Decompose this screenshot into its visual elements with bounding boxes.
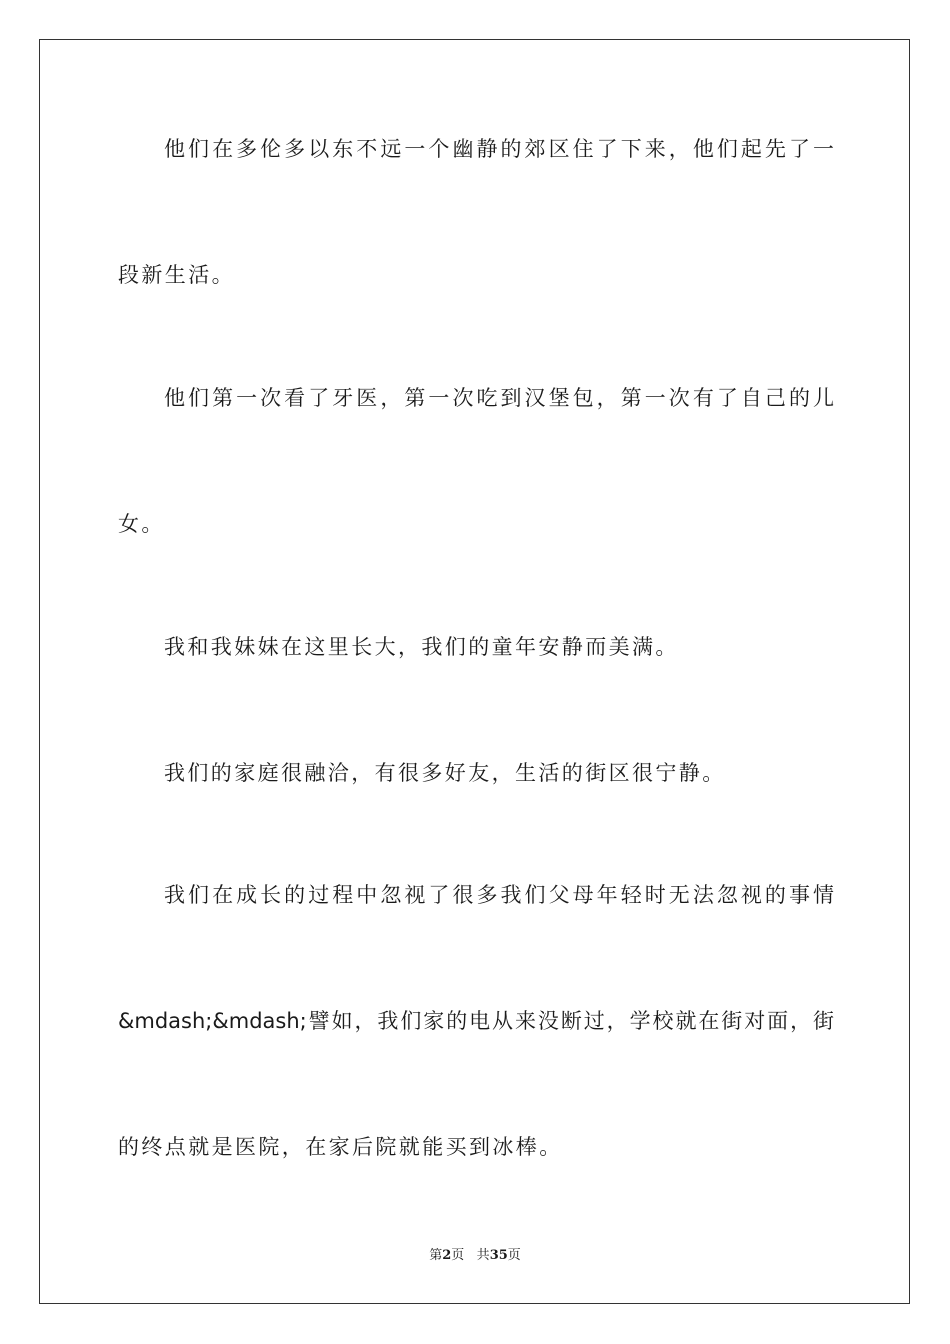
page-border <box>39 39 910 1304</box>
page-suffix: 页 <box>451 1248 465 1263</box>
paragraph-4: 我们的家庭很融洽，有很多好友，生活的街区很宁静。 <box>164 761 726 785</box>
paragraph-5-line-3: 的终点就是医院，在家后院就能买到冰棒。 <box>118 1135 563 1159</box>
paragraph-1-line-1: 他们在多伦多以东不远一个幽静的郊区住了下来，他们起先了一 <box>164 137 834 161</box>
paragraph-1-line-2: 段新生活。 <box>118 263 235 287</box>
paragraph-5-line-1: 我们在成长的过程中忽视了很多我们父母年轻时无法忽视的事情 <box>164 883 834 907</box>
page-number: 2 <box>442 1248 452 1263</box>
paragraph-3: 我和我妹妹在这里长大，我们的童年安静而美满。 <box>164 635 679 659</box>
total-prefix: 共 <box>476 1248 490 1263</box>
page-total: 35 <box>489 1248 508 1263</box>
paragraph-2-line-2: 女。 <box>118 512 165 536</box>
paragraph-2-line-1: 他们第一次看了牙医，第一次吃到汉堡包，第一次有了自己的儿 <box>164 386 834 410</box>
page-footer <box>0 1247 950 1265</box>
paragraph-5-line-2: &mdash;&mdash;譬如，我们家的电从来没断过，学校就在街对面，街 <box>118 1009 834 1033</box>
page-prefix: 第 <box>429 1248 443 1263</box>
total-suffix: 页 <box>507 1248 521 1263</box>
